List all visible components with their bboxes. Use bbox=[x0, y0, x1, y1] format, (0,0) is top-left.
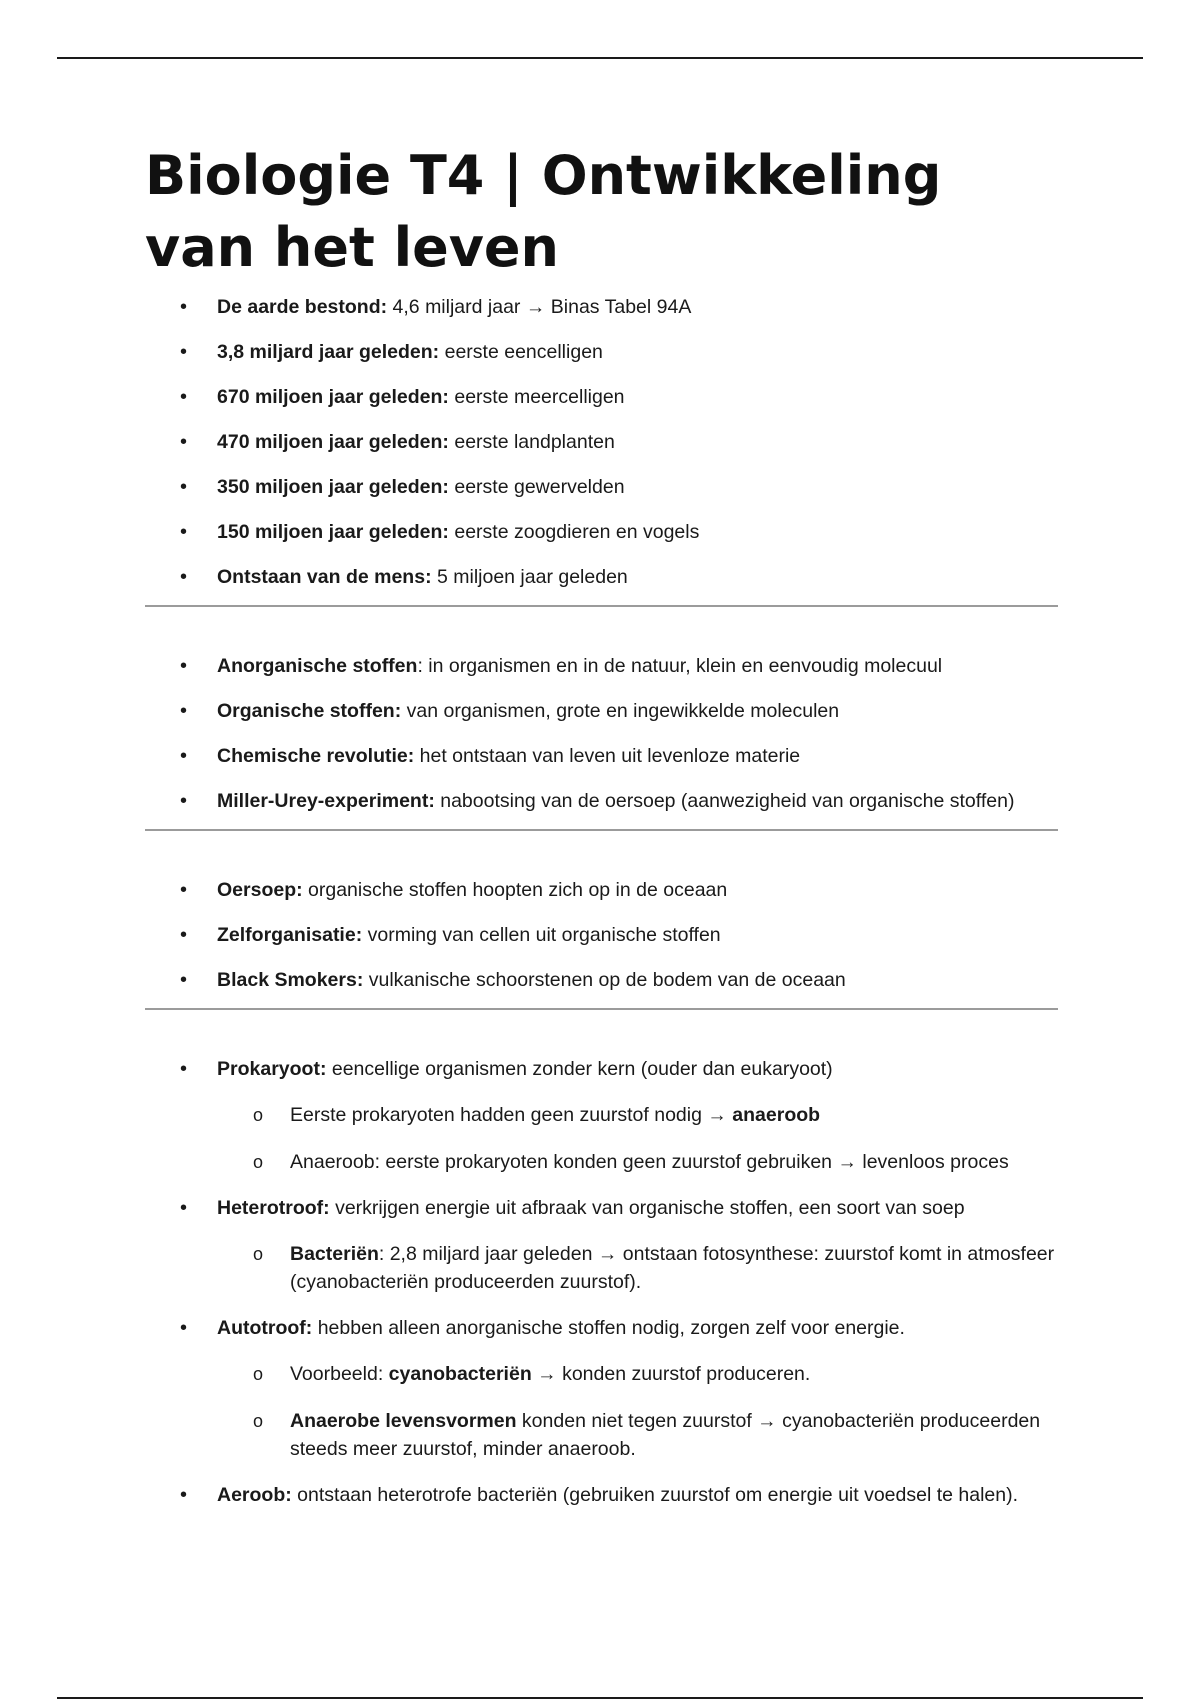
list-item bbox=[145, 519, 1060, 545]
item-term: 3,8 miljard jaar geleden: bbox=[217, 341, 440, 363]
sub-list-item bbox=[217, 1240, 1060, 1296]
item-text: : in organismen en in de natuur, klein en eenvoudig molecuul bbox=[417, 655, 943, 677]
item-term: Aeroob: bbox=[217, 1484, 292, 1506]
title-line-2: van het leven bbox=[145, 216, 559, 279]
list-item-aeroob bbox=[145, 1482, 1060, 1508]
list-item bbox=[145, 788, 1060, 814]
item-term: Autotroof: bbox=[217, 1317, 313, 1339]
item-text: eerste zoogdieren en vogels bbox=[448, 521, 700, 543]
item-term: Organische stoffen: bbox=[217, 700, 402, 722]
sub-list bbox=[217, 1360, 1060, 1463]
sub-item-text: konden niet tegen zuurstof → cyanobacteriën produceerden steeds meer zuurstof, minder anaeroob. bbox=[290, 1410, 1041, 1460]
item-text: het ontstaan van leven uit levenloze materie bbox=[414, 745, 801, 767]
item-text: ontstaan heterotrofe bacteriën (gebruiken zuurstof om energie uit voedsel te halen). bbox=[291, 1484, 1019, 1506]
section-divider bbox=[145, 605, 1058, 607]
item-text: 4,6 miljard jaar → Binas Tabel 94A bbox=[387, 296, 692, 318]
list-item bbox=[145, 384, 1060, 410]
item-text: eencellige organismen zonder kern (ouder dan eukaryoot) bbox=[326, 1058, 833, 1080]
list-item bbox=[145, 474, 1060, 500]
item-text: eerste eencelligen bbox=[439, 341, 603, 363]
item-term: Oersoep: bbox=[217, 879, 303, 901]
substances-list bbox=[145, 653, 1060, 814]
list-item bbox=[145, 743, 1060, 769]
item-text: eerste landplanten bbox=[448, 431, 615, 453]
list-item-heterotroof bbox=[145, 1195, 1060, 1296]
bottom-page-rule bbox=[57, 1697, 1143, 1699]
sub-list bbox=[217, 1101, 1060, 1176]
organisms-list bbox=[145, 1056, 1060, 1508]
sub-list-item bbox=[217, 1407, 1060, 1463]
item-term: Ontstaan van de mens: bbox=[217, 566, 432, 588]
list-item bbox=[145, 877, 1060, 903]
list-item bbox=[145, 429, 1060, 455]
origin-list bbox=[145, 877, 1060, 993]
sub-item-text: Voorbeeld: bbox=[290, 1363, 389, 1385]
item-text: vulkanische schoorstenen op de bodem van de oceaan bbox=[363, 969, 846, 991]
sub-item-text: Anaeroob: eerste prokaryoten konden geen zuurstof gebruiken → levenloos proces bbox=[290, 1151, 1009, 1173]
item-term: 470 miljoen jaar geleden: bbox=[217, 431, 449, 453]
item-term: 150 miljoen jaar geleden: bbox=[217, 521, 449, 543]
document-body bbox=[145, 140, 1060, 1527]
list-item bbox=[145, 922, 1060, 948]
list-item bbox=[145, 339, 1060, 365]
sub-list-item bbox=[217, 1101, 1060, 1129]
item-term: Zelforganisatie: bbox=[217, 924, 363, 946]
item-term: Miller-Urey-experiment: bbox=[217, 790, 435, 812]
item-text: eerste gewervelden bbox=[448, 476, 625, 498]
item-term: 350 miljoen jaar geleden: bbox=[217, 476, 449, 498]
list-item bbox=[145, 294, 1060, 320]
item-text: nabootsing van de oersoep (aanwezigheid van organische stoffen) bbox=[434, 790, 1015, 812]
list-item bbox=[145, 967, 1060, 993]
section-divider bbox=[145, 1008, 1058, 1010]
sub-item-bold: anaeroob bbox=[732, 1104, 821, 1126]
item-text: van organismen, grote en ingewikkelde moleculen bbox=[401, 700, 840, 722]
sub-item-text: → konden zuurstof produceren. bbox=[531, 1363, 811, 1385]
item-text: 5 miljoen jaar geleden bbox=[431, 566, 628, 588]
item-term: 670 miljoen jaar geleden: bbox=[217, 386, 449, 408]
item-term: Heterotroof: bbox=[217, 1197, 330, 1219]
list-item-prokaryoot bbox=[145, 1056, 1060, 1176]
item-term: Anorganische stoffen bbox=[217, 655, 418, 677]
list-item bbox=[145, 653, 1060, 679]
item-text: hebben alleen anorganische stoffen nodig, zorgen zelf voor energie. bbox=[312, 1317, 905, 1339]
sub-item-text: : 2,8 miljard jaar geleden → ontstaan fotosynthese: zuurstof komt in atmosfeer (cyanobacteriën produceerden zuurstof). bbox=[290, 1243, 1055, 1293]
item-term: Chemische revolutie: bbox=[217, 745, 415, 767]
item-text: eerste meercelligen bbox=[448, 386, 625, 408]
list-item bbox=[145, 564, 1060, 590]
sub-item-bold: cyanobacteriën bbox=[388, 1363, 532, 1385]
page-title bbox=[145, 140, 1060, 284]
sub-list-item bbox=[217, 1360, 1060, 1388]
sub-list-item bbox=[217, 1148, 1060, 1176]
list-item-autotroof bbox=[145, 1315, 1060, 1463]
title-line-1: Biologie T4 | Ontwikkeling bbox=[145, 144, 942, 207]
list-item bbox=[145, 698, 1060, 724]
item-text: organische stoffen hoopten zich op in de oceaan bbox=[302, 879, 728, 901]
timeline-list bbox=[145, 294, 1060, 590]
item-term: De aarde bestond: bbox=[217, 296, 388, 318]
top-page-rule bbox=[57, 57, 1143, 59]
item-text: vorming van cellen uit organische stoffen bbox=[362, 924, 721, 946]
sub-item-bold: Anaerobe levensvormen bbox=[290, 1410, 517, 1432]
sub-item-text: Eerste prokaryoten hadden geen zuurstof nodig → bbox=[290, 1104, 733, 1126]
section-divider bbox=[145, 829, 1058, 831]
item-text: verkrijgen energie uit afbraak van organische stoffen, een soort van soep bbox=[329, 1197, 965, 1219]
sub-item-bold: Bacteriën bbox=[290, 1243, 379, 1265]
item-term: Black Smokers: bbox=[217, 969, 364, 991]
item-term: Prokaryoot: bbox=[217, 1058, 327, 1080]
sub-list bbox=[217, 1240, 1060, 1296]
